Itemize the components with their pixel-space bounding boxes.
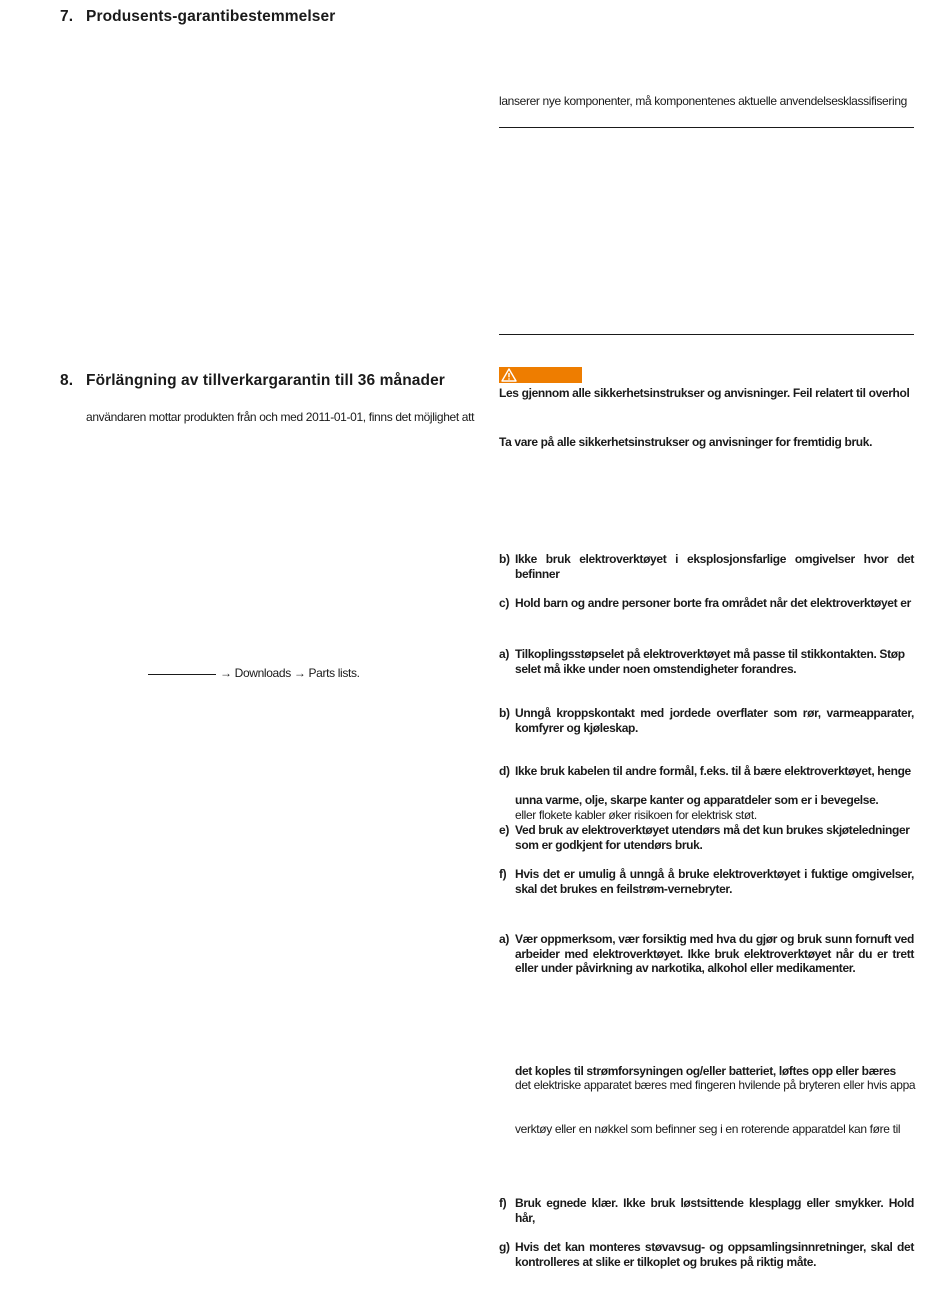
item-d2-note: verktøy eller en nøkkel som befinner seg i en roterende apparatdel kan føre til xyxy=(515,1122,901,1136)
list-text: Ved bruk av elektroverktøyet utendørs må det kun brukes skjøteledninger xyxy=(515,823,910,837)
list-label: f) xyxy=(499,867,507,881)
divider-top xyxy=(499,127,914,128)
list-label: b) xyxy=(499,706,510,720)
downloads-line xyxy=(148,666,360,680)
list-text: komfyrer og kjøleskap. xyxy=(515,720,639,735)
list-label: f) xyxy=(499,1196,507,1210)
warning-triangle-icon xyxy=(501,368,517,382)
divider-bottom xyxy=(499,334,914,335)
list-item xyxy=(499,823,914,852)
section-7-heading xyxy=(60,8,335,26)
downloads-path: → Downloads → Parts lists. xyxy=(220,666,360,680)
list-text: som er godkjent for utendørs bruk. xyxy=(515,837,703,852)
section-7-title: Produsents-garantibestemmelser xyxy=(86,8,336,25)
list-item xyxy=(499,647,914,676)
list-text: eller under påvirkning av narkotika, alkohol eller medikamenter. xyxy=(515,961,856,975)
list-item xyxy=(499,706,914,735)
list-label: d) xyxy=(499,764,510,778)
item-d-note: eller flokete kabler øker risikoen for elektrisk støt. xyxy=(515,808,757,822)
keep-instructions: Ta vare på alle sikkerhetsinstrukser og anvisninger for fremtidig bruk. xyxy=(499,435,873,449)
item-c-continuation: det koples til strømforsyningen og/eller batteriet, løftes opp eller bæres xyxy=(515,1064,896,1078)
list-text: Hvis det kan monteres støvavsug- og oppsamlingsinnretninger, skal det xyxy=(515,1240,914,1254)
list-text: kontrolleres at slike er tilkoplet og brukes på riktig måte. xyxy=(515,1254,817,1269)
list-label: a) xyxy=(499,932,509,946)
read-all-instructions: Les gjennom alle sikkerhetsinstrukser og anvisninger. Feil relatert til overhol xyxy=(499,386,910,400)
list-text: Vær oppmerksom, vær forsiktig med hva du gjør og bruk sunn fornuft ved xyxy=(515,932,914,946)
top-text: lanserer nye komponenter, må komponentenes aktuelle anvendelsesklassifisering xyxy=(499,94,907,108)
section-7-number: 7. xyxy=(60,8,74,25)
warning-banner xyxy=(499,367,582,383)
list-item xyxy=(499,932,914,976)
link-underline xyxy=(148,674,216,675)
item-d-continuation: unna varme, olje, skarpe kanter og apparatdeler som er i bevegelse. xyxy=(515,793,879,807)
list-item xyxy=(499,764,914,779)
section-8-text: användaren mottar produkten från och med 2011-01-01, finns det möjlighet att xyxy=(86,410,475,424)
list-text: Unngå kroppskontakt med jordede overflater som rør, varmeapparater, xyxy=(515,706,914,720)
list-text: Bruk egnede klær. Ikke bruk løstsittende klesplagg eller smykker. Hold hår, xyxy=(515,1196,914,1225)
list-text: Tilkoplingsstøpselet på elektroverktøyet må passe til stikkontakten. Støp xyxy=(515,647,905,661)
section-8-number: 8. xyxy=(60,372,74,389)
list-label: g) xyxy=(499,1240,510,1254)
section-8-heading xyxy=(60,372,445,390)
list-text: selet må ikke under noen omstendigheter forandres. xyxy=(515,661,797,676)
list-text: Hold barn og andre personer borte fra området når det elektroverktøyet er xyxy=(515,596,911,610)
list-item xyxy=(499,1196,914,1225)
list-label: c) xyxy=(499,596,509,610)
list-item xyxy=(499,867,914,896)
list-item xyxy=(499,596,914,611)
list-text: Ikke bruk kabelen til andre formål, f.eks. til å bære elektroverktøyet, henge xyxy=(515,764,911,778)
list-text: arbeider med elektroverktøyet. Ikke bruk elektroverktøyet når du er trett xyxy=(515,946,914,961)
list-text: Ikke bruk elektroverktøyet i eksplosjonsfarlige omgivelser hvor det befinner xyxy=(515,552,914,581)
list-label: e) xyxy=(499,823,509,837)
list-text: Hvis det er umulig å unngå å bruke elektroverktøyet i fuktige omgivelser, xyxy=(515,867,914,881)
item-c-note: det elektriske apparatet bæres med fingeren hvilende på bryteren eller hvis appa xyxy=(515,1078,916,1092)
list-item xyxy=(499,1240,914,1269)
list-label: a) xyxy=(499,647,509,661)
list-label: b) xyxy=(499,552,510,566)
section-8-title: Förlängning av tillverkargarantin till 36 månader xyxy=(86,372,445,389)
list-item xyxy=(499,552,914,581)
list-text: skal det brukes en feilstrøm-vernebryter. xyxy=(515,881,733,896)
